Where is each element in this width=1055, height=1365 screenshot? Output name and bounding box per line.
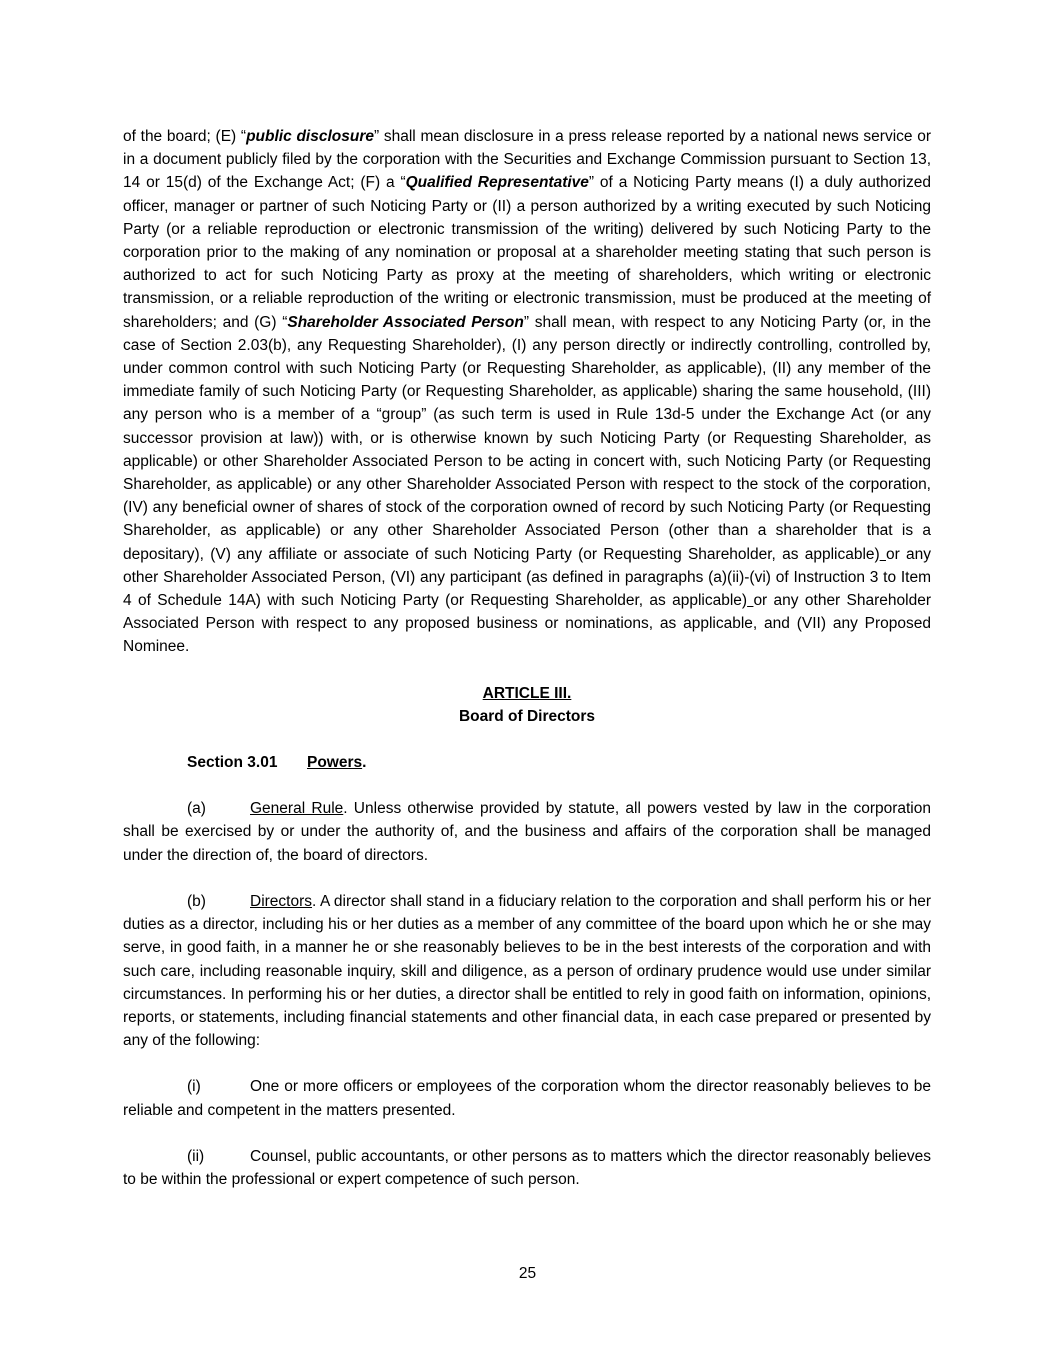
paragraph-a-text: General Rule. Unless otherwise provided by statute, all powers vested by law in the corporation shall be exercised by or under the authority of, and the business and affairs of the corporation shall be managed under the direction of, the board of directors. [123, 800, 931, 864]
page-number: 25 [518, 1265, 537, 1282]
section-title: Powers [307, 754, 363, 772]
article-heading [123, 682, 931, 728]
paragraph-b-label: (b) [187, 892, 206, 910]
list-item-ii-label: (ii) [187, 1147, 205, 1165]
paragraph-a-label: (a) [187, 800, 206, 818]
section-title-suffix: . [362, 754, 367, 772]
article-number: ARTICLE III. [482, 684, 572, 702]
paragraph-b [123, 890, 931, 1052]
document-content [123, 125, 931, 1191]
section-heading [123, 751, 931, 774]
paragraph-definitions: of the board; (E) “public disclosure” shall mean disclosure in a press release reported by a national news service or in a document publicly filed by the corporation with the Securities and Exchange Commission pursuant to Section 13, 14 or 15(d) of the Exchange Act; (F) a “Qualified Representative” of a Noticing Party means (I) a duly authorized officer, manager or partner of such Noticing Party or (II) a person authorized by a writing executed by such Noticing Party (or a reliable reproduction or electronic transmission of the writing) delivered by such Noticing Party to the corporation prior to the making of any nomination or proposal at a shareholder meeting stating that such person is authorized to act for such Noticing Party as proxy at the meeting of shareholders, which writing or electronic transmission, or a reliable reproduction of the writing or electronic transmission, must be produced at the meeting of shareholders; and (G) “Shareholder Associated Person” shall mean, with respect to any Noticing Party (or, in the case of Section 2.03(b), any Requesting Shareholder), (I) any person directly or indirectly controlling, controlled by, under common control with such Noticing Party (or Requesting Shareholder, as applicable), (II) any member of the immediate family of such Noticing Party (or Requesting Shareholder, as applicable) sharing the same household, (III) any person who is a member of a “group” (as such term is used in Rule 13d-5 under the Exchange Act (or any successor provision at law)) with, or is otherwise known by such Noticing Party (or Requesting Shareholder, as applicable) or other Shareholder Associated Person to be acting in concert with, such Noticing Party (or Requesting Shareholder, as applicable) or any other Shareholder Associated Person with respect to the stock of the corporation, (IV) any beneficial owner of shares of stock of the corporation owned of record by such Noticing Party (or Requesting Shareholder, as applicable) or any other Shareholder Associated Person (other than a shareholder that is a depositary), (V) any affiliate or associate of such Noticing Party (or Requesting Shareholder, as applicable) or any other Shareholder Associated Person, (VI) any participant (as defined in paragraphs (a)(ii)-(vi) of Instruction 3 to Item 4 of Schedule 14A) with such Noticing Party (or Requesting Shareholder, as applicable) or any other Shareholder Associated Person with respect to any proposed business or nominations, as applicable, and (VII) any Proposed Nominee. [123, 128, 932, 656]
paragraph-b-text: Directors. A director shall stand in a fiduciary relation to the corporation and shall perform his or her duties as a director, including his or her duties as a member of any committee of the board upon which he or she may serve, in good faith, in a manner he or she reasonably believes to be in the best interests of the corporation and with such care, including reasonable inquiry, skill and diligence, as a person of ordinary prudence would use under similar circumstances. In performing his or her duties, a director shall be entitled to rely in good faith on information, opinions, reports, or statements, including financial statements and other financial data, in each case prepared or presented by any of the following: [123, 892, 931, 1050]
section-number: Section 3.01 [187, 754, 278, 772]
paragraph-a [123, 797, 931, 867]
list-item-i-label: (i) [187, 1078, 201, 1096]
list-item-ii-text: Counsel, public accountants, or other persons as to matters which the director reasonably believes to be within the professional or expert competence of such person. [123, 1147, 931, 1188]
list-item-ii [123, 1145, 931, 1191]
list-item-i [123, 1075, 931, 1121]
list-item-i-text: One or more officers or employees of the corporation whom the director reasonably believes to be reliable and competent in the matters presented. [123, 1078, 931, 1119]
article-title: Board of Directors [458, 707, 596, 725]
